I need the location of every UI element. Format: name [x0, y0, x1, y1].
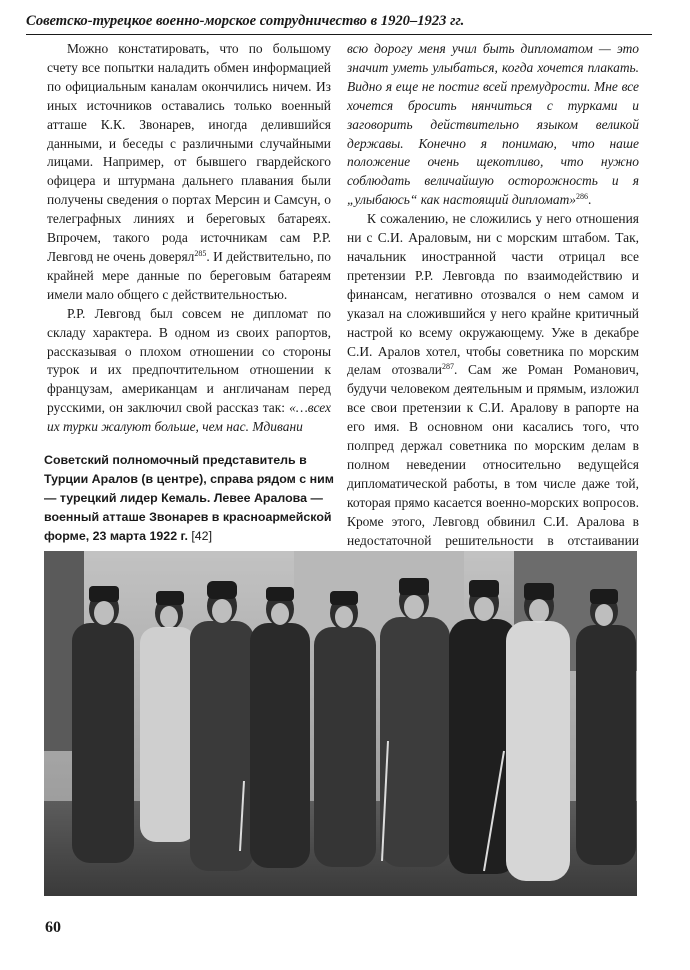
paragraph-text: Р.Р. Левговд был совсем не дипломат по складу характера. В одном из своих рапортов, рассказывая о плохом отношении со стороны турок и их предпочтительном отношении к французам, американцам и англичанам перед русскими, он заключил свой рассказ так: — [47, 305, 331, 416]
paragraph-intelligence — [47, 40, 331, 305]
caption-text: Советский полномочный представитель в Турции Аралов (в центре), справа рядом с ним — турецкий лидер Кемаль. Левее Аралова — военный атташе Звонарев в красноармейской форме, 23 марта 1922 г. — [44, 453, 334, 543]
page-number: 60 — [45, 919, 61, 936]
footnote-ref[interactable]: 285 — [194, 248, 207, 258]
historical-photo — [44, 551, 637, 896]
footnote-ref[interactable]: 287 — [442, 362, 454, 372]
report-quote: «…всех их турки жалуют больше, чем нас. Мдивани — [47, 400, 331, 435]
report-quote: всю дорогу меня учил быть дипломатом — это значит уметь улыбаться, когда хочется плакать. Видно я еще не постиг всей премудрости. Мне все хочется бросить нянчиться с турками и заговорить действительно языком великой державы. Конечно я понимаю, что наше положение очень щекотливо, что нужно соблюдать величайшую осторожность и я „улыбаюсь“ как настоящий дипломат» — [347, 41, 639, 208]
photo-caption — [44, 451, 336, 546]
quote-continuation — [347, 40, 639, 210]
paragraph-character — [47, 305, 331, 437]
paragraph-text: К сожалению, не сложились у него отношения ни с С.И. Араловым, ни с морским штабом. Так, начальник иностранной части отрицал все претензии Р.Р. Левговда по взаимодействию и финансам, негативно отозвался о нем самом и указал на сложившийся у него крайне критичный настрой ко всему окружающему. Уже в декабре С.И. Аралов хотел, чтобы советника по морским делам отозвали — [347, 211, 639, 378]
paragraph-text: . Сам же Роман Романович, будучи человеком деятельным и прямым, изложил все свои претензии к С.И. Аралову в рапорте на его имя. В основном они касались того, что полпред держал советника по морским делам в полном неведении относительно ведущейся дипломатической работы, в том числе даже той, которая прямо касается военно-морских вопросов. Кроме этого, Левговд обвинил С.И. Аралова в недостаточной решительности в отстаивании — [347, 362, 639, 548]
paragraph-text: . И действительно, по крайней мере данные по береговым батареям имели мало общего с действительностью. — [47, 248, 331, 302]
right-column — [347, 40, 639, 569]
left-column — [47, 40, 331, 437]
running-head: Советско-турецкое военно-морское сотрудничество в 1920–1923 гг. — [26, 13, 465, 29]
footnote-ref[interactable]: 286 — [576, 192, 589, 202]
paragraph-text: . — [588, 192, 592, 208]
paragraph-relations — [347, 210, 639, 569]
paragraph-text: Можно констатировать, что по большому счету все попытки наладить обмен информацией по официальным каналам окончились ничем. Из иных источников оставались только военный атташе К.К. Звонарев, иногда делившийся данными, и беседы с различными случайными лицами. Например, от бывшего гвардейского офицера и штурмана дальнего плавания были получены сведения о портах Мерсин и Самсун, о телеграфных линиях и береговых батареях. Впрочем, такого рода источникам сам Р.Р. Левговд не очень доверял — [47, 41, 331, 264]
caption-ref: [42] — [191, 529, 213, 543]
header-rule — [26, 34, 652, 35]
group-photo-illustration — [44, 551, 637, 896]
